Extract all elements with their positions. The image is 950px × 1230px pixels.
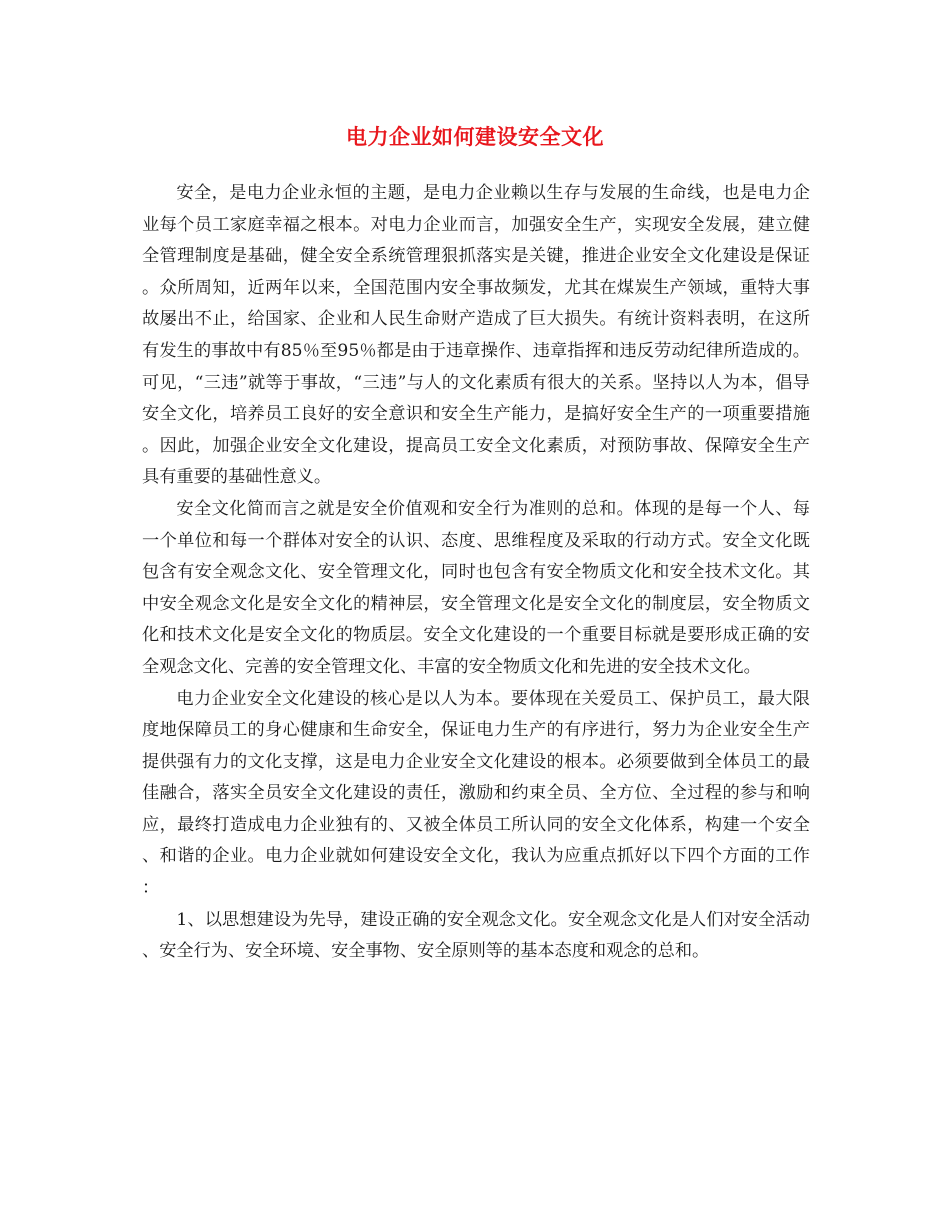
- document-title: 电力企业如何建设安全文化: [346, 124, 604, 149]
- paragraph-4: 1、以思想建设为先导，建设正确的安全观念文化。安全观念文化是人们对安全活动、安全行为、安全环境、安全事物、安全原则等的基本态度和观念的总和。: [142, 909, 810, 962]
- document-body: [142, 178, 810, 968]
- paragraph-1: 安全，是电力企业永恒的主题，是电力企业赖以生存与发展的生命线，也是电力企业每个员工家庭幸福之根本。对电力企业而言，加强安全生产，实现安全发展，建立健全管理制度是基础，健全安全系统管理狠抓落实是关键，推进企业安全文化建设是保证。众所周知，近两年以来，全国范围内安全事故频发，尤其在煤炭生产领域，重特大事故屡出不止，给国家、企业和人民生命财产造成了巨大损失。有统计资料表明，在这所有发生的事故中有85％至95％都是由于违章操作、违章指挥和违反劳动纪律所造成的。可见，“三违”就等于事故，“三违”与人的文化素质有很大的关系。坚持以人为本，倡导安全文化，培养员工良好的安全意识和安全生产能力，是搞好安全生产的一项重要措施。因此，加强企业安全文化建设，提高员工安全文化素质，对预防事故、保障安全生产具有重要的基础性意义。: [142, 183, 810, 488]
- paragraph-3: 电力企业安全文化建设的核心是以人为本。要体现在关爱员工、保护员工，最大限度地保障员工的身心健康和生命安全，保证电力生产的有序进行，努力为企业安全生产提供强有力的文化支撑，这是电力企业安全文化建设的根本。必须要做到全体员工的最佳融合，落实全员安全文化建设的责任，激励和约束全员、全方位、全过程的参与和响应，最终打造成电力企业独有的、又被全体员工所认同的安全文化体系，构建一个安全、和谐的企业。电力企业就如何建设安全文化，我认为应重点抓好以下四个方面的工作：: [142, 688, 810, 899]
- paragraph-2: 安全文化简而言之就是安全价值观和安全行为准则的总和。体现的是每一个人、每一个单位和每一个群体对安全的认识、态度、思维程度及采取的行动方式。安全文化既包含有安全观念文化、安全管理文化，同时也包含有安全物质文化和安全技术文化。其中安全观念文化是安全文化的精神层，安全管理文化是安全文化的制度层，安全物质文化和技术文化是安全文化的物质层。安全文化建设的一个重要目标就是要形成正确的安全观念文化、完善的安全管理文化、丰富的安全物质文化和先进的安全技术文化。: [142, 498, 810, 677]
